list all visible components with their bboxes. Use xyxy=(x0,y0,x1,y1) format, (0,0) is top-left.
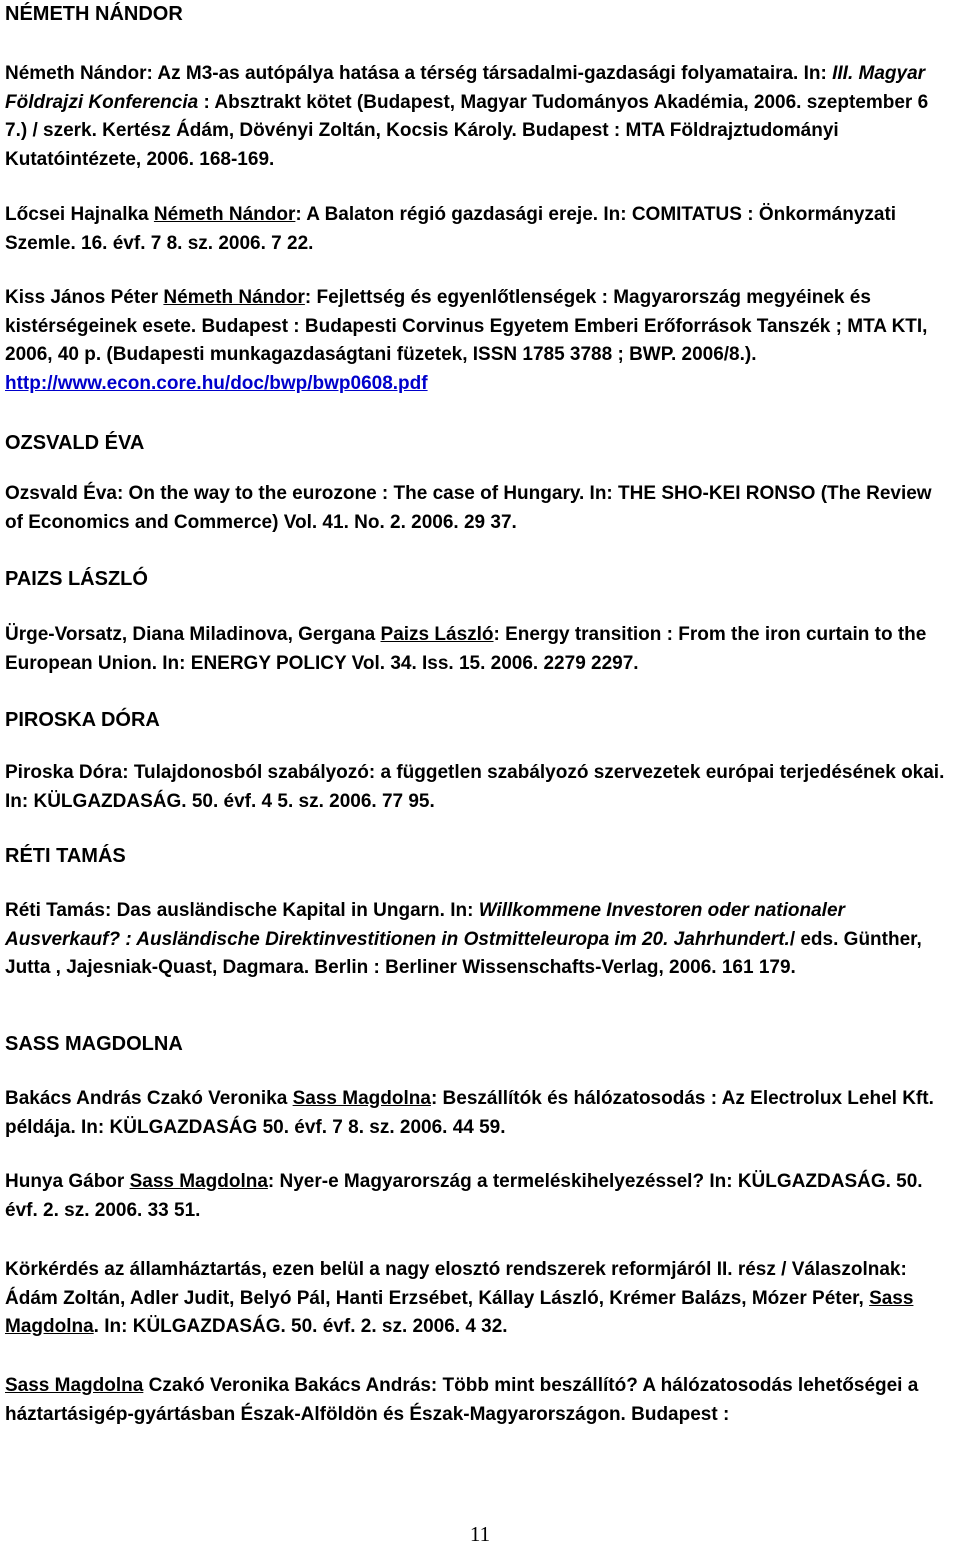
entry-text: Czakó Veronika Bakács András: Több mint beszállító? A hálózatosodás lehetőségei a háztartásigép-gyártásban Észak-Alföldön és Észak-Magyarországon. Budapest : xyxy=(5,1375,919,1425)
entry-text: : Energy transition : From the iron curtain to the European Union. In: ENERGY POLICY Vol. 34. Iss. 15. 2006. 2279 2297. xyxy=(5,624,927,674)
bibliography-entry xyxy=(5,1256,953,1342)
bibliography-entry xyxy=(5,201,953,258)
bibliography-entry xyxy=(5,480,953,537)
entry-text: Ürge-Vorsatz, Diana Miladinova, Gergana xyxy=(5,624,381,645)
entry-text: Németh Nándor: Az M3-as autópálya hatása a térség társadalmi-gazdasági folyamataira. In: xyxy=(5,63,833,84)
bibliography-entry xyxy=(5,1085,953,1142)
entry-text: Réti Tamás: Das ausländische Kapital in Ungarn. In: xyxy=(5,900,479,921)
entry-text: : Nyer-e Magyarország a termeléskihelyezéssel? In: KÜLGAZDASÁG. 50. évf. 2. sz. 2006. 33 51. xyxy=(5,1171,923,1221)
entry-title-italic: III. Magyar Földrajzi Konferencia xyxy=(5,63,926,113)
entry-text: : Beszállítók és hálózatosodás : Az Electrolux Lehel Kft. példája. In: KÜLGAZDASÁG 50. évf. 7 8. sz. 2006. 44 59. xyxy=(5,1088,934,1138)
entry-author-highlight: Sass Magdolna xyxy=(129,1171,268,1192)
entry-author-highlight: Németh Nándor xyxy=(163,287,305,308)
entry-text: : A Balaton régió gazdasági ereje. In: COMITATUS : Önkormányzati Szemle. 16. évf. 7 8. sz. 2006. 7 22. xyxy=(5,204,897,254)
entry-text: Lőcsei Hajnalka xyxy=(5,204,154,225)
entry-text: Körkérdés az államháztartás, ezen belül a nagy elosztó rendszerek reformjáról II. rész / Válaszolnak: Ádám Zoltán, Adler Judit, Belyó Pál, Hanti Erzsébet, Kállay László, Krémer Balázs, Mózer Péter, xyxy=(5,1259,907,1309)
section-heading-paizs-laszlo: PAIZS LÁSZLÓ xyxy=(5,568,148,590)
entry-link[interactable]: http://www.econ.core.hu/doc/bwp/bwp0608.pdf xyxy=(5,372,428,394)
entry-text: : Fejlettség és egyenlőtlenségek : Magyarország megyéinek és kistérségeinek esete. Budapest : Budapesti Corvinus Egyetem Emberi Erőforrások Tanszék ; MTA KTI, 2006, 40 p. (Budapesti munkagazdaságtani füzetek, ISSN 1785 3788 ; BWP. 2006/8.). xyxy=(5,287,928,365)
bibliography-entry xyxy=(5,284,953,398)
entry-author-highlight: Sass Magdolna xyxy=(5,1287,914,1337)
entry-text: Kiss János Péter xyxy=(5,287,164,308)
entry-author-highlight: Sass Magdolna xyxy=(292,1088,431,1109)
entry-text: / eds. Günther, Jutta , Jajesniak-Quast, Dagmara. Berlin : Berliner Wissenschafts-Verlag, 2006. 161 179. xyxy=(5,928,922,978)
section-heading-ozsvald-eva: OZSVALD ÉVA xyxy=(5,432,145,454)
bibliography-entry xyxy=(5,759,953,816)
bibliography-entry xyxy=(5,1168,953,1225)
section-heading-reti-tamas: RÉTI TAMÁS xyxy=(5,845,126,867)
entry-author-highlight: Sass Magdolna xyxy=(5,1375,144,1396)
entry-text: . In: KÜLGAZDASÁG. 50. évf. 2. sz. 2006. 4 32. xyxy=(93,1316,508,1337)
entry-text: Ozsvald Éva: On the way to the eurozone : The case of Hungary. In: THE SHO-KEI RONSO (The Review of Economics and Commerce) Vol. 41. No. 2. 2006. 29 37. xyxy=(5,483,932,533)
entry-text: Hunya Gábor xyxy=(5,1171,130,1192)
entry-text: Bakács András Czakó Veronika xyxy=(5,1088,293,1109)
bibliography-entry xyxy=(5,1372,953,1429)
page-number: 11 xyxy=(469,1522,491,1546)
bibliography-entry xyxy=(5,60,953,174)
section-heading-sass-magdolna: SASS MAGDOLNA xyxy=(5,1033,183,1055)
entry-author-highlight: Németh Nándor xyxy=(153,204,296,225)
bibliography-entry xyxy=(5,897,953,983)
entry-author-highlight: Paizs László xyxy=(380,624,494,645)
section-heading-piroska-dora: PIROSKA DÓRA xyxy=(5,709,160,731)
section-heading-nemeth-nandor: NÉMETH NÁNDOR xyxy=(5,3,183,25)
entry-title-italic: Willkommene Investoren oder nationaler Ausverkauf? : Ausländische Direktinvestitionen in Ostmitteleuropa im 20. Jahrhundert. xyxy=(5,900,845,950)
entry-text: : Absztrakt kötet (Budapest, Magyar Tudományos Akadémia, 2006. szeptember 6 7.) / szerk. Kertész Ádám, Dövényi Zoltán, Kocsis Károly. Budapest : MTA Földrajztudományi Kutatóintézete, 2006. 168-169. xyxy=(5,91,929,170)
entry-text: Piroska Dóra: Tulajdonosból szabályozó: a független szabályozó szervezetek európai terjedésének okai. In: KÜLGAZDASÁG. 50. évf. 4 5. sz. 2006. 77 95. xyxy=(5,762,945,812)
bibliography-entry xyxy=(5,621,953,678)
